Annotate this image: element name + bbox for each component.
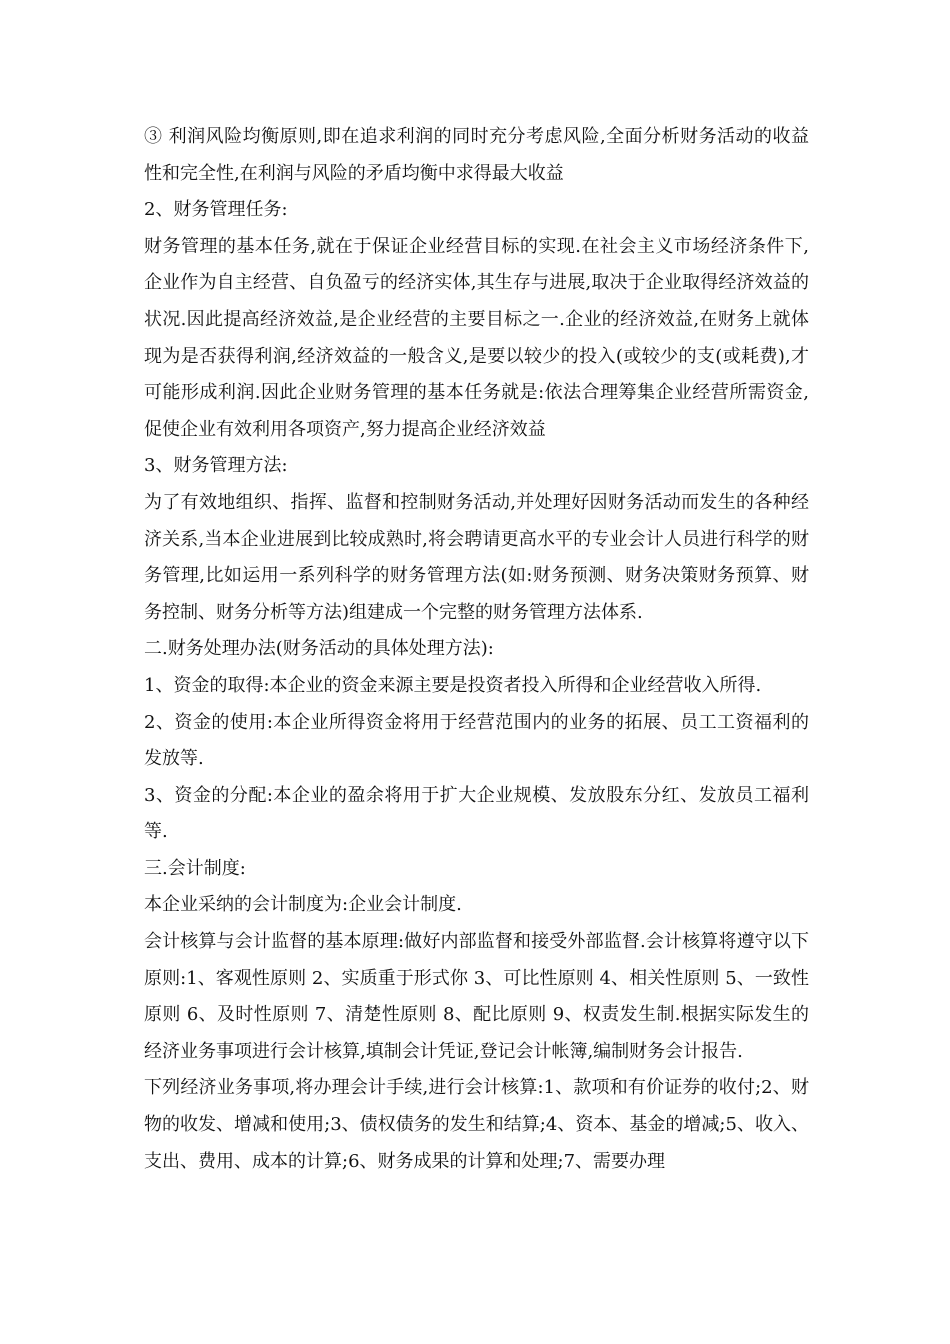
document-body <box>144 119 809 1180</box>
heading-accounting-system: 三.会计制度: <box>144 857 246 879</box>
heading-financial-handling: 二.财务处理办法(财务活动的具体处理方法): <box>144 638 494 660</box>
list-item-fund-usage: 2、资金的使用:本企业所得资金将用于经营范围内的业务的拓展、员工工资福利的发放等. <box>144 711 809 770</box>
heading-financial-management-methods: 3、财务管理方法: <box>144 455 288 477</box>
paragraph-basic-tasks: 财务管理的基本任务,就在于保证企业经营目标的实现.在社会主义市场经济条件下,企业作为自主经营、自负盈亏的经济实体,其生存与进展,取决于企业取得经济效益的状况.因此提高经济效益,是企业经营的主要目标之一.企业的经济效益,在财务上就体现为是否获得利润,经济效益的一般含义,是要以较少的投入(或较少的支(或耗费),才可能形成利润.因此企业财务管理的基本任务就是:依法合理筹集企业经营所需资金,促使企业有效利用各项资产,努力提高企业经济效益 <box>144 235 809 440</box>
paragraph-business-matters: 下列经济业务事项,将办理会计手续,进行会计核算:1、款项和有价证券的收付;2、财物的收发、增减和使用;3、债权债务的发生和结算;4、资本、基金的增减;5、收入、支出、费用、成本的计算;6、财务成果的计算和处理;7、需要办理 <box>144 1077 809 1172</box>
paragraph-accounting-principles: 会计核算与会计监督的基本原理:做好内部监督和接受外部监督.会计核算将遵守以下原则:1、客观性原则 2、实质重于形式你 3、可比性原则 4、相关性原则 5、一致性原则 6、及时性原则 7、清楚性原则 8、配比原则 9、权责发生制.根据实际发生的经济业务事项进行会计核算,填制会计凭证,登记会计帐簿,编制财务会计报告. <box>144 931 809 1062</box>
paragraph-accounting-standard: 本企业采纳的会计制度为:企业会计制度. <box>144 894 462 916</box>
list-item-fund-acquisition: 1、资金的取得:本企业的资金来源主要是投资者投入所得和企业经营收入所得. <box>144 674 762 696</box>
paragraph-management-methods: 为了有效地组织、指挥、监督和控制财务活动,并处理好因财务活动而发生的各种经济关系,当本企业进展到比较成熟时,将会聘请更高水平的专业会计人员进行科学的财务管理,比如运用一系列科学的财务管理方法(如:财务预测、财务决策财务预算、财务控制、财务分析等方法)组建成一个完整的财务管理方法体系. <box>144 491 809 623</box>
paragraph-profit-risk-principle: ③ 利润风险均衡原则,即在追求利润的同时充分考虑风险,全面分析财务活动的收益性和完全性,在利润与风险的矛盾均衡中求得最大收益 <box>144 126 809 184</box>
list-item-fund-distribution: 3、资金的分配:本企业的盈余将用于扩大企业规模、发放股东分红、发放员工福利等. <box>144 784 809 843</box>
heading-financial-management-tasks: 2、财务管理任务: <box>144 199 288 221</box>
